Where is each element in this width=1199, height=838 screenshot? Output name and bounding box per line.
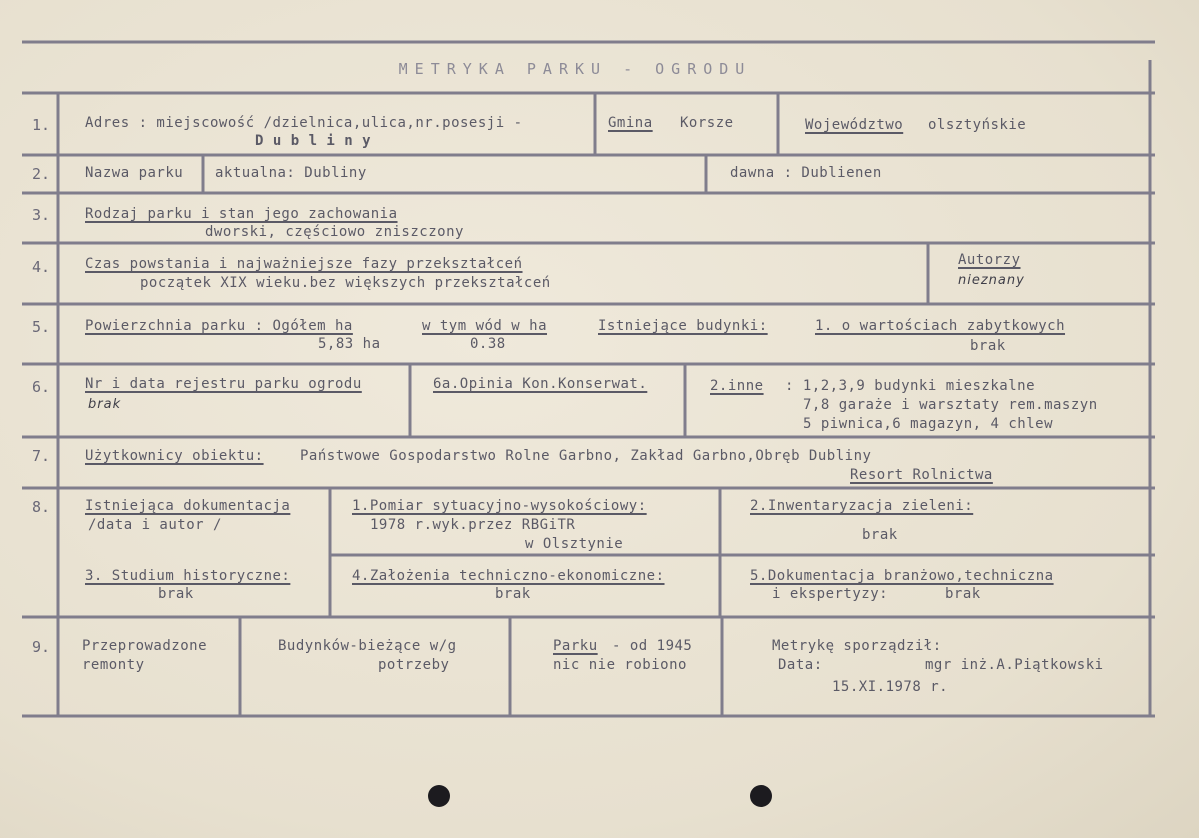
prepared-by-label: Metrykę sporządził: — [772, 638, 942, 654]
buildings-historic-value: brak — [970, 338, 1006, 354]
row-9-number: 9. — [32, 638, 51, 656]
voivodeship-label: Województwo — [805, 117, 904, 133]
historical-study-value: brak — [158, 586, 194, 602]
voivodeship-value: olsztyńskie — [928, 117, 1027, 133]
repairs-label: Przeprowadzone — [82, 638, 208, 654]
punch-hole-right — [750, 785, 772, 807]
prepared-date-label: Data: — [778, 657, 823, 673]
users-value: Państwowe Gospodarstwo Rolne Garbno, Zakład Garbno,Obręb Dubliny — [300, 448, 872, 464]
greenery-inventory-value: brak — [862, 527, 898, 543]
other-buildings-label: 2.inne — [710, 378, 764, 394]
gmina-value: Korsze — [680, 115, 734, 131]
park-name-former: dawna : Dublienen — [730, 165, 882, 181]
repairs-label-2: remonty — [82, 657, 145, 673]
row-3-number: 3. — [32, 206, 51, 224]
other-buildings-line-2: 7,8 garaże i warsztaty rem.maszyn — [803, 397, 1098, 413]
row-5-number: 5. — [32, 318, 51, 336]
address-value: D u b l i n y — [255, 133, 372, 149]
repairs-park-value-2: nic nie robiono — [553, 657, 687, 673]
users-label: Użytkownicy obiektu: — [85, 448, 264, 464]
author-value: nieznany — [958, 273, 1025, 288]
row-7-number: 7. — [32, 447, 51, 465]
other-buildings-line-1: : 1,2,3,9 budynki mieszkalne — [785, 378, 1036, 394]
park-name-label: Nazwa parku — [85, 165, 184, 181]
author-label: Autorzy — [958, 252, 1021, 268]
register-label: Nr i data rejestru parku ogrodu — [85, 376, 362, 392]
park-type-value: dworski, częściowo zniszczony — [205, 224, 464, 240]
area-label: Powierzchnia parku : Ogółem ha — [85, 318, 353, 334]
documentation-label: Istniejąca dokumentacja — [85, 498, 291, 514]
branch-documentation-label-2: i ekspertyzy: — [772, 586, 889, 602]
address-label: Adres : miejscowość /dzielnica,ulica,nr.posesji - — [85, 115, 523, 131]
origin-value: początek XIX wieku.bez większych przekształceń — [140, 275, 551, 291]
repairs-buildings-label-2: potrzeby — [378, 657, 450, 673]
water-label: w tym wód w ha — [422, 318, 548, 334]
buildings-label: Istniejące budynki: — [598, 318, 768, 334]
park-name-current: aktualna: Dubliny — [215, 165, 367, 181]
origin-label: Czas powstania i najważniejsze fazy przekształceń — [85, 256, 523, 272]
conservator-opinion-label: 6a.Opinia Kon.Konserwat. — [433, 376, 648, 392]
technical-assumptions-value: brak — [495, 586, 531, 602]
water-value: 0.38 — [470, 336, 506, 352]
other-buildings-line-3: 5 piwnica,6 magazyn, 4 chlew — [803, 416, 1054, 432]
park-type-label: Rodzaj parku i stan jego zachowania — [85, 206, 398, 222]
users-value-ministry: Resort Rolnictwa — [850, 467, 993, 483]
repairs-park-label: Parku — [553, 638, 598, 654]
technical-assumptions-label: 4.Założenia techniczno-ekonomiczne: — [352, 568, 665, 584]
survey-line-2: w Olsztynie — [525, 536, 624, 552]
documentation-sublabel: /data i autor / — [88, 517, 222, 533]
row-2-number: 2. — [32, 165, 51, 183]
gmina-label: Gmina — [608, 115, 653, 131]
repairs-buildings-label: Budynków-bieżące w/g — [278, 638, 457, 654]
prepared-by-author: mgr inż.A.Piątkowski — [925, 657, 1104, 673]
area-value: 5,83 ha — [318, 336, 381, 352]
prepared-date-value: 15.XI.1978 r. — [832, 679, 949, 695]
row-4-number: 4. — [32, 258, 51, 276]
repairs-park-value: - od 1945 — [612, 638, 693, 654]
form-title: METRYKA PARKU - OGRODU — [398, 60, 752, 78]
greenery-inventory-label: 2.Inwentaryzacja zieleni: — [750, 498, 974, 514]
punch-hole-left — [428, 785, 450, 807]
buildings-historic-label: 1. o wartościach zabytkowych — [815, 318, 1066, 334]
row-8-number: 8. — [32, 498, 51, 516]
historical-study-label: 3. Studium historyczne: — [85, 568, 291, 584]
register-value: brak — [88, 397, 122, 412]
branch-documentation-label: 5.Dokumentacja branżowo,techniczna — [750, 568, 1054, 584]
branch-documentation-value: brak — [945, 586, 981, 602]
row-6-number: 6. — [32, 378, 51, 396]
survey-label: 1.Pomiar sytuacyjno-wysokościowy: — [352, 498, 647, 514]
survey-line-1: 1978 r.wyk.przez RBGiTR — [370, 517, 576, 533]
row-1-number: 1. — [32, 116, 51, 134]
